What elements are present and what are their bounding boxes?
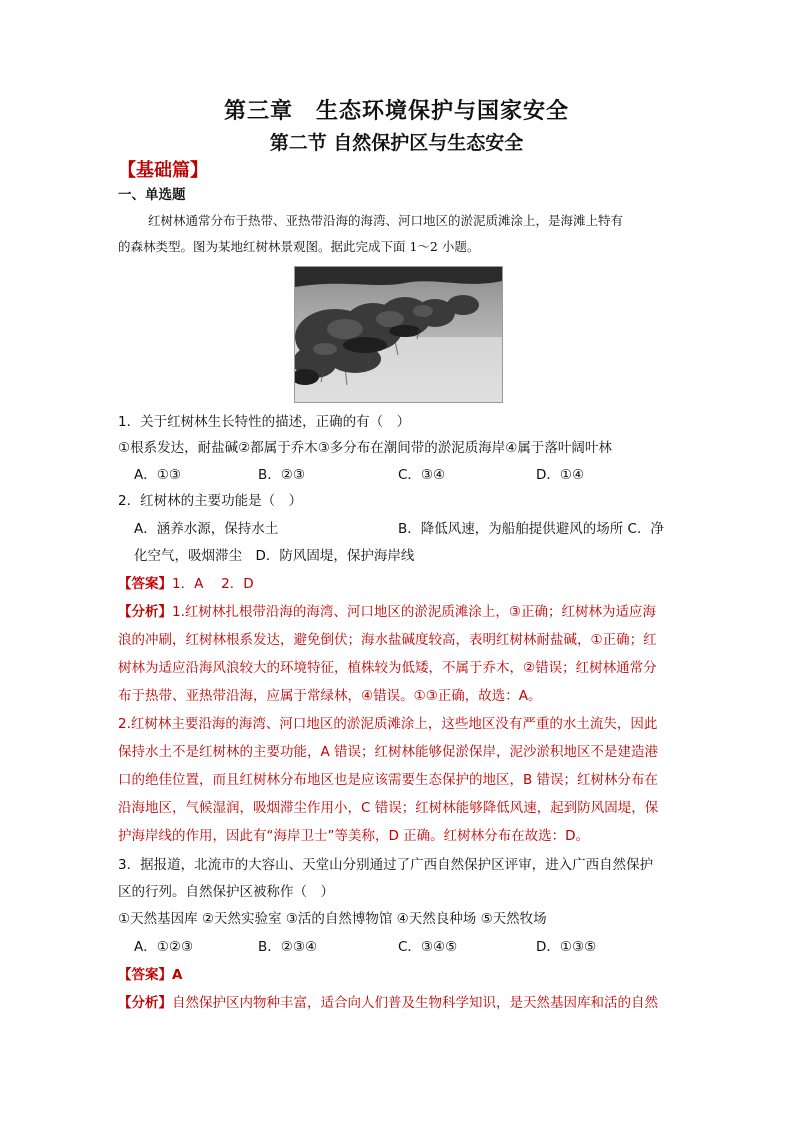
q3-statements: ①天然基因库 ②天然实验室 ③活的自然博物馆 ④天然良种场 ⑤天然牧场 [118, 911, 547, 927]
q3-option-a: A．①②③ [134, 939, 194, 955]
answer-3 [118, 965, 678, 985]
analysis-3-line-0 [118, 993, 678, 1013]
q3-stem-line-2: 区的行列。自然保护区被称作（ ） [118, 884, 334, 900]
q3-stem-line-1: 3．据报道，北流市的大容山、天堂山分别通过了广西自然保护区评审，进入广西自然保护 [118, 857, 654, 873]
answer-text: 1．A 2．D [172, 576, 254, 592]
q1-option-d: D．①④ [536, 467, 585, 483]
analysis-1-line-4: 2.红树林主要沿海的海湾、河口地区的淤泥质滩涂上，这些地区没有严重的水土流失，因此 [118, 716, 658, 732]
chapter-title: 第三章 生态环境保护与国家安全 [223, 98, 569, 124]
q2-stem: 2．红树林的主要功能是（ ） [118, 493, 303, 509]
analysis-1-line-5: 保持水土不是红树林的主要功能，A 错误；红树林能够促淤保岸，泥沙淤积地区不是建造港 [118, 744, 659, 760]
q1-option-c: C．③④ [398, 467, 446, 483]
analysis-1-line-0 [118, 602, 678, 622]
q3-option-b: B．②③④ [258, 939, 318, 955]
level-tag: 【基础篇】 [118, 160, 208, 181]
q2-option-a: A．涵养水源，保持水土 [134, 521, 279, 537]
analysis-1-line-1: 浪的冲刷，红树林根系发达，避免倒伏；海水盐碱度较高，表明红树林耐盐碱，①正确；红 [118, 632, 657, 648]
answer-text: A [172, 967, 183, 983]
q2-option-c-d: 化空气，吸烟滞尘 D．防风固堤，保护海岸线 [134, 548, 415, 564]
q1-option-a: A．①③ [134, 467, 181, 483]
q3-option-d: D．①③⑤ [536, 939, 597, 955]
mangrove-image [295, 267, 502, 402]
analysis-1-line-3: 布于热带、亚热带沿海，应属于常绿林，④错误。①③正确，故选：A。 [118, 688, 542, 704]
part-heading: 一、单选题 [118, 187, 186, 203]
analysis-label: 【分析】 [118, 604, 172, 620]
analysis-1-line-8: 护海岸线的作用，因此有“海岸卫士”等美称，D 正确。红树林分布在故选：D。 [118, 828, 590, 844]
analysis-label: 【分析】 [118, 995, 172, 1011]
analysis-text: 1.红树林扎根带沿海的海湾、河口地区的淤泥质滩涂上，③正确；红树林为适应海 [172, 604, 656, 620]
intro-line-1: 红树林通常分布于热带、亚热带沿海的海湾、河口地区的淤泥质滩涂上，是海滩上特有 [148, 213, 624, 228]
answer-1 [118, 574, 678, 594]
analysis-1-line-6: 口的绝佳位置，而且红树林分布地区也是应该需要生态保护的地区，B 错误；红树林分布在 [118, 772, 659, 788]
analysis-1-line-2: 树林为适应沿海风浪较大的环境特征，植株较为低矮，不属于乔木，②错误；红树林通常分 [118, 660, 657, 676]
mangrove-photo [294, 266, 503, 403]
q1-stem: 1．关于红树林生长特性的描述，正确的有（ ） [118, 414, 411, 430]
analysis-1-line-7: 沿海地区，气候湿润，吸烟滞尘作用小，C 错误；红树林能够降低风速，起到防风固堤，保 [118, 800, 659, 816]
q1-option-b: B．②③ [258, 467, 305, 483]
answer-label: 【答案】 [118, 967, 172, 983]
q1-statements: ①根系发达，耐盐碱②都属于乔木③多分布在潮间带的淤泥质海岸④属于落叶阔叶林 [118, 440, 612, 456]
q2-option-b-c: B．降低风速，为船舶提供避风的场所 C．净 [398, 521, 664, 537]
intro-line-2: 的森林类型。图为某地红树林景观图。据此完成下面 1～2 小题。 [118, 239, 480, 254]
answer-label: 【答案】 [118, 576, 172, 592]
section-title: 第二节 自然保护区与生态安全 [269, 132, 524, 154]
analysis-text: 自然保护区内物种丰富，适合向人们普及生物科学知识，是天然基因库和活的自然 [172, 995, 658, 1011]
q3-option-c: C．③④⑤ [398, 939, 458, 955]
